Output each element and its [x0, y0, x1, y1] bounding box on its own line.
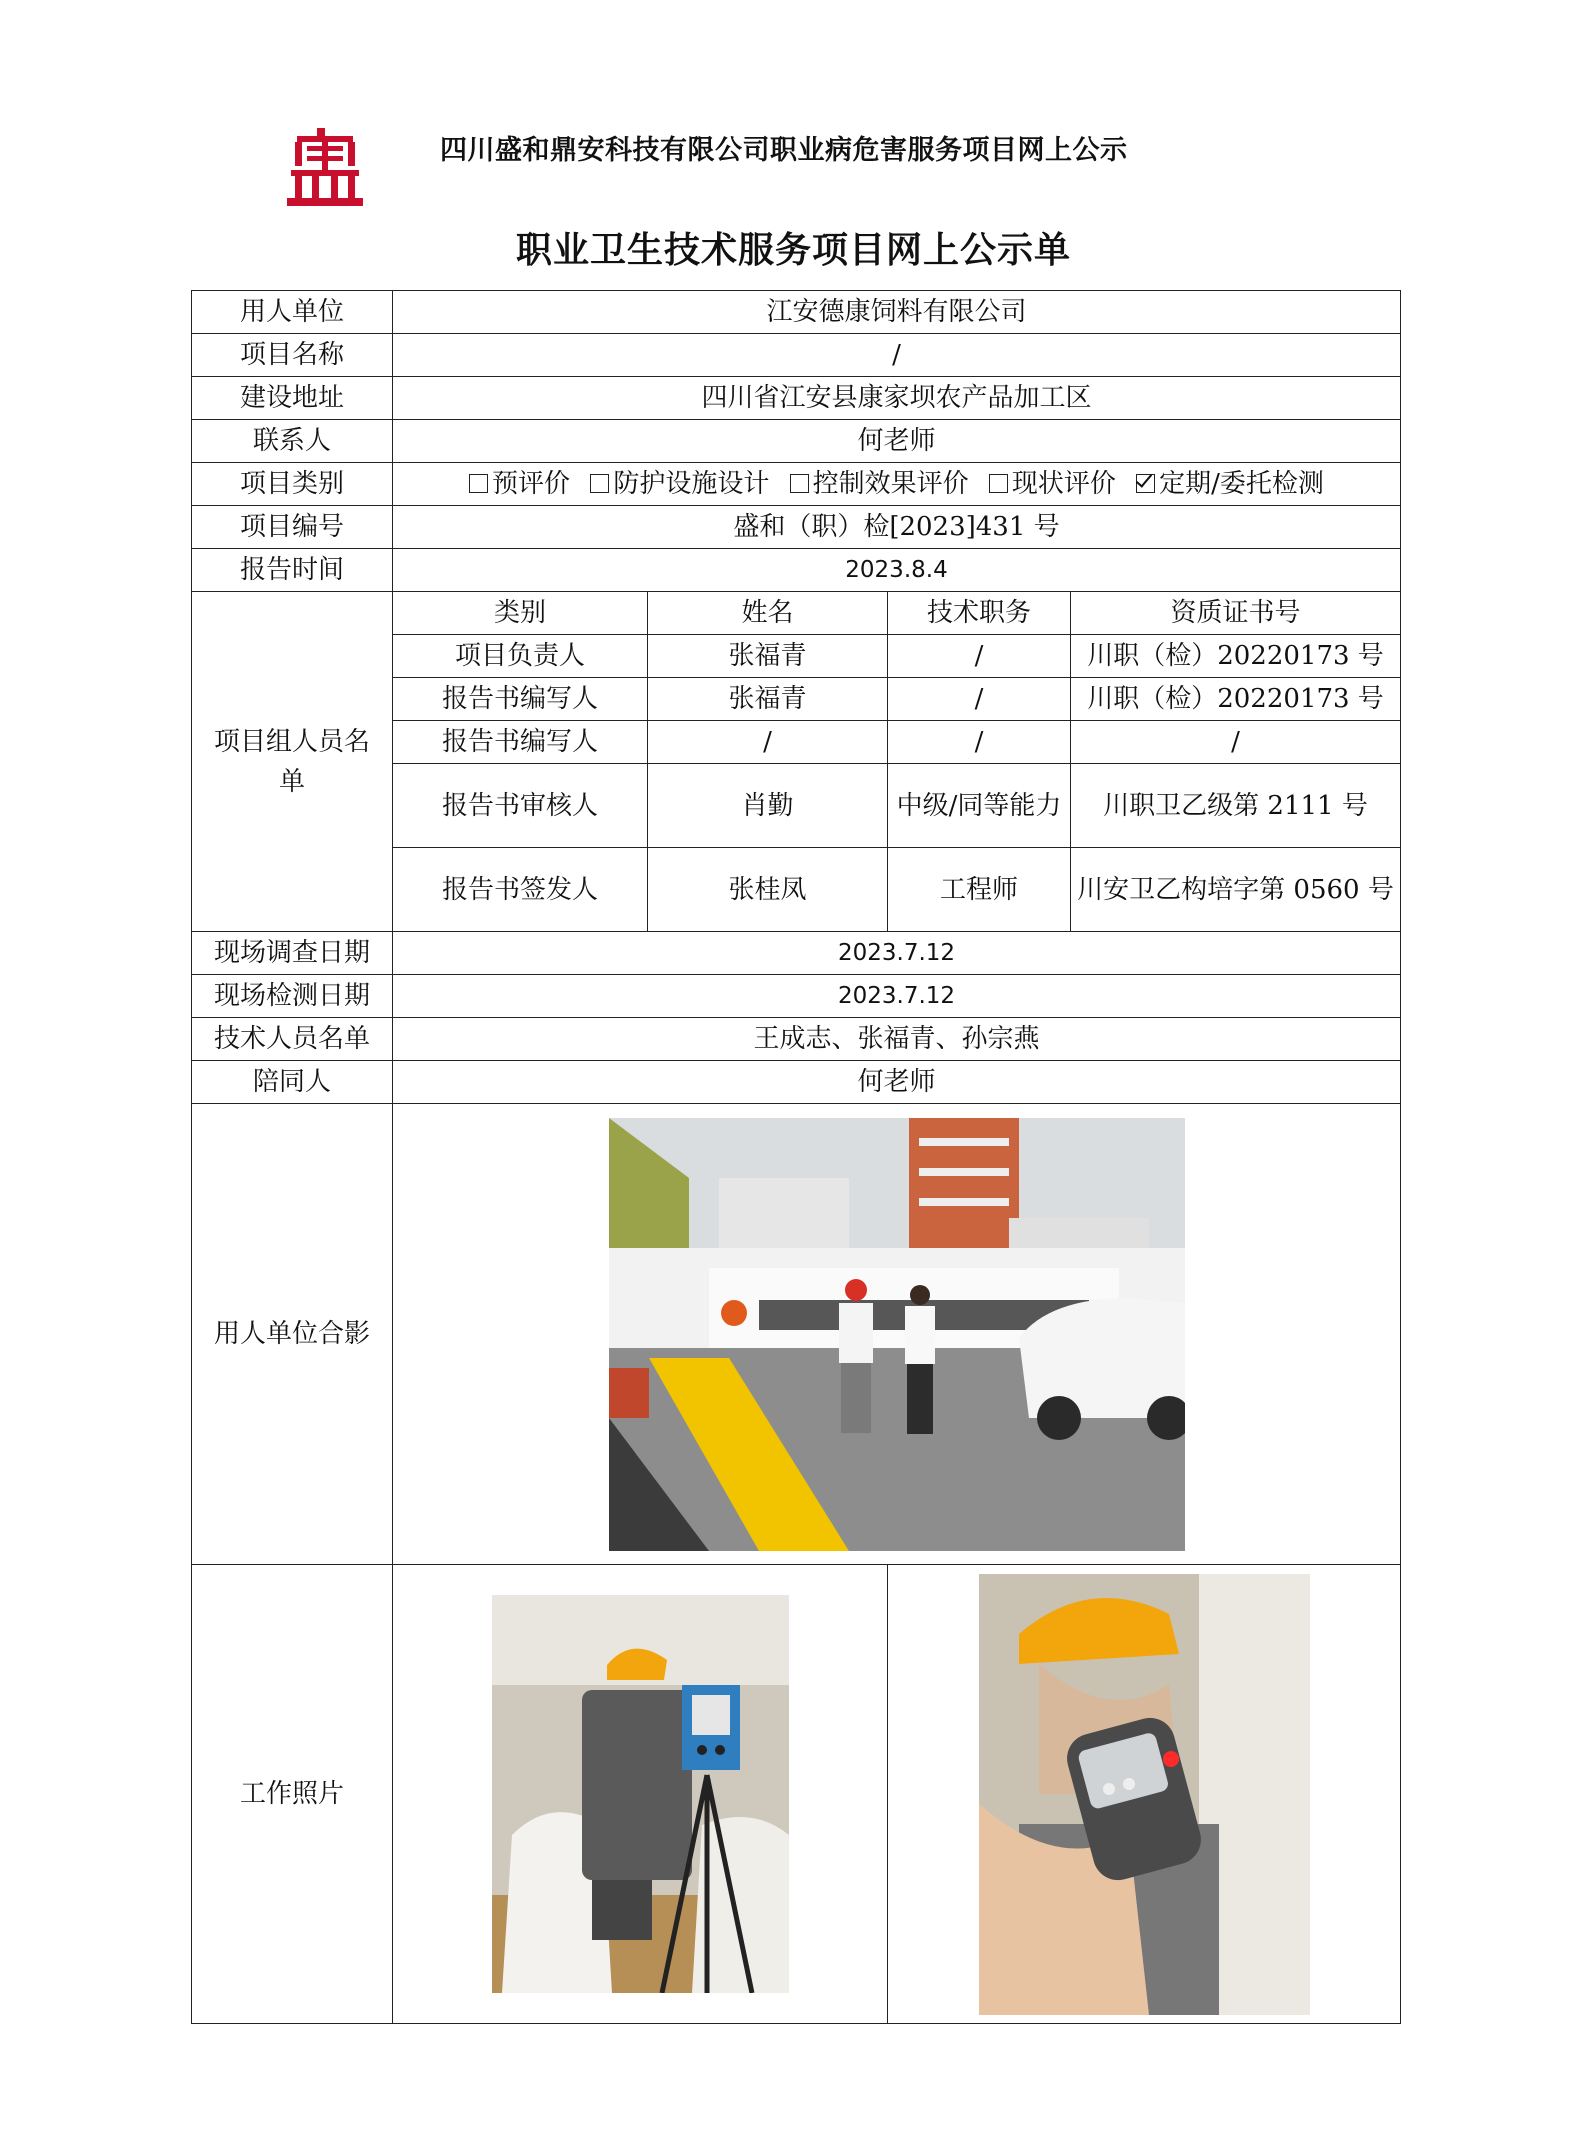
team-header-cert: 资质证书号	[1071, 592, 1401, 635]
document-title: 职业卫生技术服务项目网上公示单	[515, 229, 1071, 271]
option-control-effect[interactable]: 控制效果评价	[790, 469, 969, 499]
team-tech-title: /	[888, 678, 1071, 721]
row-work-photos	[192, 1565, 1401, 2024]
team-tech-title: /	[888, 635, 1071, 678]
team-header-name: 姓名	[648, 592, 888, 635]
team-role: 报告书编写人	[393, 721, 648, 764]
team-role: 报告书编写人	[393, 678, 648, 721]
header-title: 四川盛和鼎安科技有限公司职业病危害服务项目网上公示	[440, 135, 1128, 166]
checkbox-icon	[469, 474, 488, 493]
label-survey-date: 现场调查日期	[192, 932, 393, 975]
work-photo-meter-image	[979, 1574, 1310, 2015]
checkbox-icon	[590, 474, 609, 493]
team-cert-no: 川职（检）20220173 号	[1071, 635, 1401, 678]
option-periodic-testing[interactable]: 定期/委托检测	[1136, 469, 1324, 499]
label-category: 项目类别	[192, 463, 393, 506]
team-role: 报告书审核人	[393, 764, 648, 848]
label-work-photos: 工作照片	[192, 1565, 393, 2024]
team-cert-no: 川安卫乙构培字第 0560 号	[1071, 848, 1401, 932]
team-role: 项目负责人	[393, 635, 648, 678]
company-seal-logo	[287, 128, 363, 208]
work-photo-cell-2	[888, 1565, 1401, 2024]
option-status-evaluation[interactable]: 现状评价	[989, 469, 1116, 499]
label-project-no: 项目编号	[192, 506, 393, 549]
team-cert-no: /	[1071, 721, 1401, 764]
row-category	[192, 463, 1401, 506]
work-photo-cell-1	[393, 1565, 888, 2024]
label-team: 项目组人员名单	[192, 592, 393, 932]
value-employer: 江安德康饲料有限公司	[393, 291, 1401, 334]
row-group-photo	[192, 1104, 1401, 1565]
team-person-name: 肖勤	[648, 764, 888, 848]
publicity-form-table	[191, 290, 1401, 2024]
category-options	[393, 463, 1401, 506]
row-report-date	[192, 549, 1401, 592]
group-photo-cell	[393, 1104, 1401, 1565]
team-header-category: 类别	[393, 592, 648, 635]
label-technicians: 技术人员名单	[192, 1018, 393, 1061]
row-escort	[192, 1061, 1401, 1104]
label-employer: 用人单位	[192, 291, 393, 334]
row-contact	[192, 420, 1401, 463]
team-header-row	[192, 592, 1401, 635]
value-contact: 何老师	[393, 420, 1401, 463]
row-address	[192, 377, 1401, 420]
label-project-name: 项目名称	[192, 334, 393, 377]
value-technicians: 王成志、张福青、孙宗燕	[393, 1018, 1401, 1061]
group-photo-image	[609, 1118, 1185, 1551]
label-test-date: 现场检测日期	[192, 975, 393, 1018]
label-escort: 陪同人	[192, 1061, 393, 1104]
team-role: 报告书签发人	[393, 848, 648, 932]
checkbox-icon	[989, 474, 1008, 493]
row-project-no	[192, 506, 1401, 549]
row-employer	[192, 291, 1401, 334]
work-photo-sampler-image	[492, 1595, 789, 1993]
team-tech-title: 工程师	[888, 848, 1071, 932]
team-cert-no: 川职卫乙级第 2111 号	[1071, 764, 1401, 848]
row-technicians	[192, 1018, 1401, 1061]
checkbox-icon	[790, 474, 809, 493]
team-cert-no: 川职（检）20220173 号	[1071, 678, 1401, 721]
checkbox-checked-icon	[1136, 474, 1155, 493]
team-tech-title: /	[888, 721, 1071, 764]
label-report-date: 报告时间	[192, 549, 393, 592]
value-project-name: /	[393, 334, 1401, 377]
team-person-name: 张桂凤	[648, 848, 888, 932]
label-address: 建设地址	[192, 377, 393, 420]
value-project-no: 盛和（职）检[2023]431 号	[393, 506, 1401, 549]
label-group-photo: 用人单位合影	[192, 1104, 393, 1565]
team-person-name: 张福青	[648, 635, 888, 678]
label-contact: 联系人	[192, 420, 393, 463]
team-tech-title: 中级/同等能力	[888, 764, 1071, 848]
row-project-name	[192, 334, 1401, 377]
value-survey-date: 2023.7.12	[393, 932, 1401, 975]
team-header-title: 技术职务	[888, 592, 1071, 635]
team-person-name: 张福青	[648, 678, 888, 721]
value-report-date: 2023.8.4	[393, 549, 1401, 592]
option-protection-design[interactable]: 防护设施设计	[590, 469, 769, 499]
value-escort: 何老师	[393, 1061, 1401, 1104]
row-test-date	[192, 975, 1401, 1018]
value-test-date: 2023.7.12	[393, 975, 1401, 1018]
row-survey-date	[192, 932, 1401, 975]
option-pre-evaluation[interactable]: 预评价	[469, 469, 570, 499]
team-person-name: /	[648, 721, 888, 764]
value-address: 四川省江安县康家坝农产品加工区	[393, 377, 1401, 420]
